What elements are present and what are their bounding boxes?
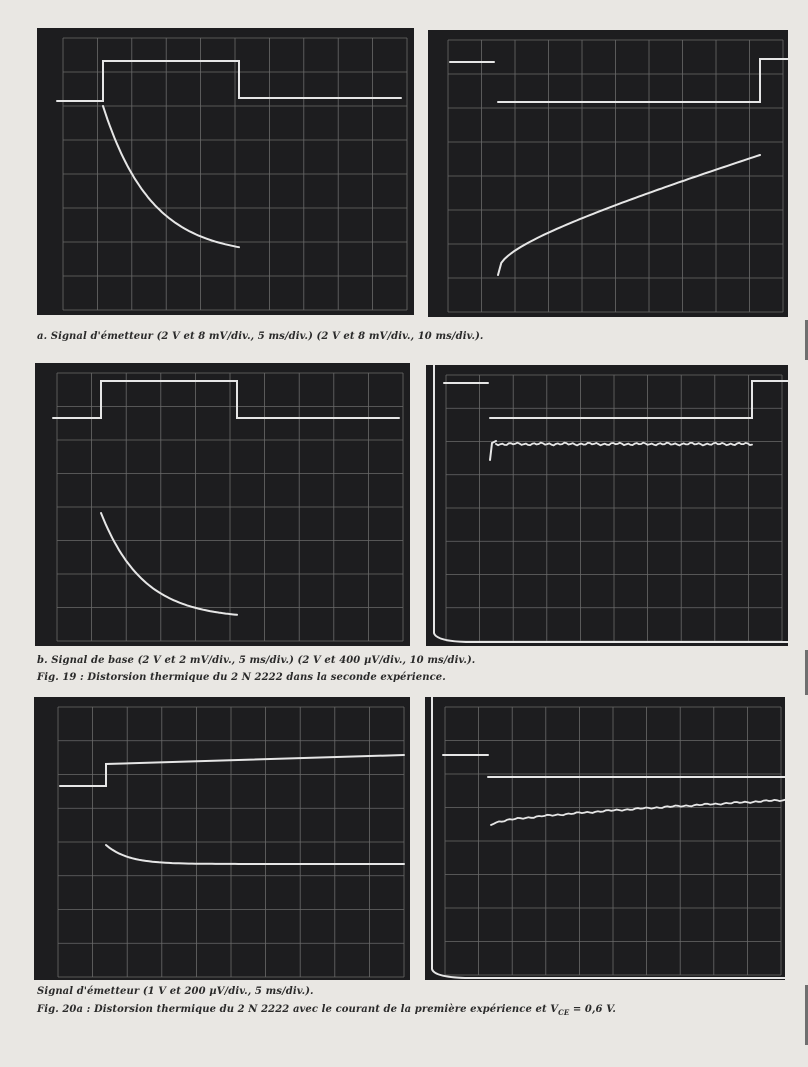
rise-trace [491,800,785,825]
oscilloscope-19b-left [35,363,410,646]
square-wave-trace [57,61,401,101]
oscilloscope-19a-right [428,30,788,317]
noise-trace [496,443,752,446]
rise-trace [498,155,760,275]
caption-fig19a: a. Signal d'émetteur (2 V et 8 mV/div., 5 ms/div.) (2 V et 8 mV/div., 10 ms/div.). [37,331,484,342]
decay-trace [103,106,239,247]
edge-reflection [434,365,788,642]
graticule [445,707,781,975]
graticule [63,38,407,310]
graticule [446,375,782,641]
trace-plot [37,28,414,315]
trace-plot [35,363,410,646]
square-wave-trace [490,381,788,418]
oscilloscope-20a-right [425,697,785,980]
caption-fig20a-suffix: = 0,6 V. [569,1004,616,1015]
trace-plot [34,697,410,980]
decay-trace [101,513,237,615]
caption-fig20a-subscript: CE [558,1008,570,1017]
oscilloscope-19a-left [37,28,414,315]
graticule [58,707,404,977]
caption-fig20a-prefix: Fig. 20a : Distorsion thermique du 2 N 2222 avec le courant de la première expérience et V [37,1004,559,1015]
step-trace [490,441,496,460]
caption-fig19b: b. Signal de base (2 V et 2 mV/div., 5 ms/div.) (2 V et 400 µV/div., 10 ms/div.). [37,655,476,666]
trace-plot [425,697,785,980]
trace-plot [426,365,788,646]
caption-fig20a [37,1004,616,1017]
trace-plot [428,30,788,317]
oscilloscope-19b-right [426,365,788,646]
caption-fig19-title: Fig. 19 : Distorsion thermique du 2 N 2222 dans la seconde expérience. [37,672,446,683]
graticule [57,373,403,641]
edge-reflection [432,697,785,978]
decay-trace [106,845,404,864]
square-wave-trace [53,381,399,418]
oscilloscope-20a-left [34,697,410,980]
square-wave-trace [498,59,788,102]
square-wave-trace [60,755,404,786]
caption-fig20-signal: Signal d'émetteur (1 V et 200 µV/div., 5 ms/div.). [37,986,314,997]
